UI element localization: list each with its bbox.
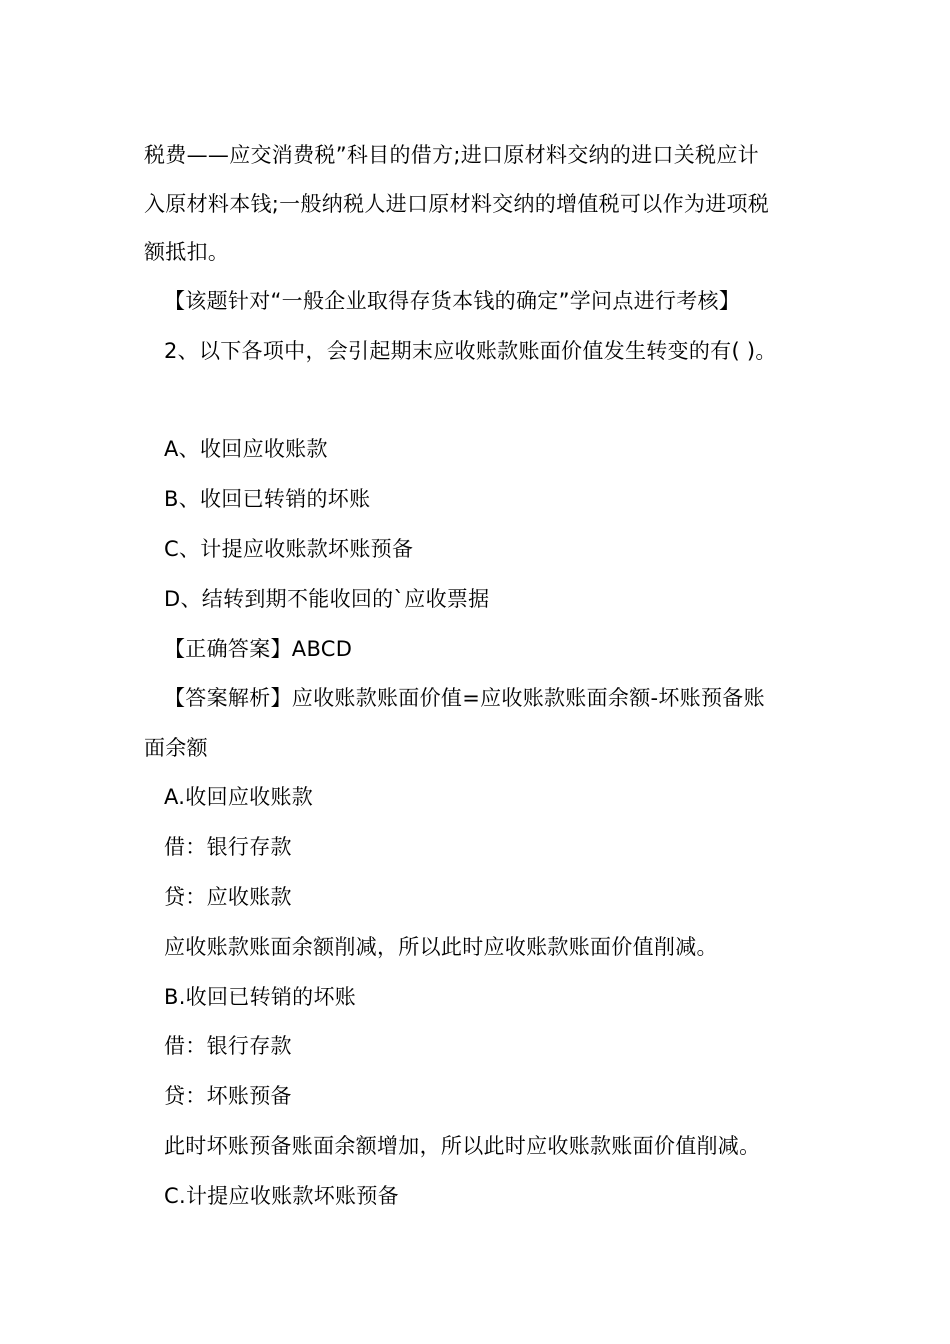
option-a: A、收回应收账款 [164, 437, 328, 461]
explanation-line: 贷：坏账预备 [164, 1084, 292, 1108]
question-text: 2、以下各项中，会引起期末应收账款账面价值发生转变的有( )。 [164, 339, 777, 363]
explanation-line: 贷：应收账款 [164, 885, 292, 909]
answer-analysis: 【答案解析】应收账款账面价值=应收账款账面余额-坏账预备账 [164, 686, 765, 710]
paragraph-line: 税费——应交消费税”科目的借方;进口原材料交纳的进口关税应计 [144, 143, 759, 167]
explanation-line: 此时坏账预备账面余额增加，所以此时应收账款账面价值削减。 [164, 1134, 761, 1158]
explanation-line: 借：银行存款 [164, 1034, 292, 1058]
answer-analysis-continued: 面余额 [144, 736, 208, 760]
explanation-line: B.收回已转销的坏账 [164, 985, 357, 1009]
option-c: C、计提应收账款坏账预备 [164, 537, 414, 561]
paragraph-line: 额抵扣。 [144, 240, 230, 264]
topic-note: 【该题针对“一般企业取得存货本钱的确定”学问点进行考核】 [164, 289, 741, 313]
correct-answer: 【正确答案】ABCD [164, 637, 353, 661]
explanation-line: A.收回应收账款 [164, 785, 314, 809]
explanation-line: 借：银行存款 [164, 835, 292, 859]
explanation-line: 应收账款账面余额削减，所以此时应收账款账面价值削减。 [164, 935, 718, 959]
paragraph-line: 入原材料本钱;一般纳税人进口原材料交纳的增值税可以作为进项税 [144, 192, 770, 216]
option-b: B、收回已转销的坏账 [164, 487, 371, 511]
option-d: D、结转到期不能收回的`应收票据 [164, 587, 490, 611]
explanation-line: C.计提应收账款坏账预备 [164, 1184, 399, 1208]
